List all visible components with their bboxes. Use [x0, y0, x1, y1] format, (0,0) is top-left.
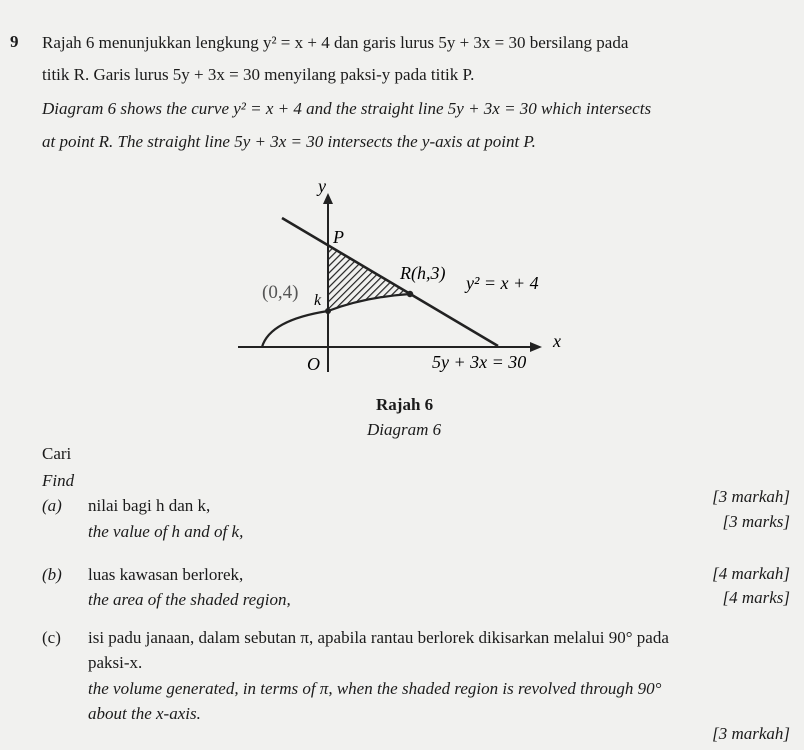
part-c-label: (c): [42, 628, 61, 647]
part-c-marks-malay: [3 markah]: [712, 724, 790, 743]
part-a-malay: nilai bagi h dan k,: [88, 496, 211, 515]
origin-label: O: [307, 354, 320, 374]
question-english-line2: at point R. The straight line 5y + 3x = 30 intersects the y-axis at point P.: [42, 132, 536, 151]
point-r: [407, 291, 413, 297]
part-b-marks-malay: [4 markah]: [712, 564, 790, 583]
point-p-label: P: [333, 227, 344, 247]
caption-malay: Rajah 6: [376, 395, 434, 414]
caption-english: Diagram 6: [367, 420, 442, 439]
part-b-label: (b): [42, 565, 62, 584]
part-a-marks-english: [3 marks]: [722, 512, 790, 531]
part-a-label: (a): [42, 496, 62, 515]
point-r-label: R(h,3): [400, 263, 446, 283]
part-c-english-line1: the volume generated, in terms of π, when the shaded region is revolved through 90°: [88, 679, 662, 698]
part-b-marks-english: [4 marks]: [722, 588, 790, 607]
x-axis-label: x: [553, 331, 561, 351]
part-c-malay-line2: paksi-x.: [88, 653, 143, 672]
handwritten-note: (0,4): [262, 282, 299, 303]
instruction-malay: Cari: [42, 444, 72, 463]
shaded-region: [328, 245, 410, 311]
part-b-malay: luas kawasan berlorek,: [88, 565, 244, 584]
part-a-marks-malay: [3 markah]: [712, 487, 790, 506]
question-number: 9: [10, 32, 19, 51]
k-label: k: [314, 292, 322, 309]
point-k: [325, 308, 331, 314]
curve-label: y² = x + 4: [466, 273, 539, 293]
part-b-english: the area of the shaded region,: [88, 590, 291, 609]
question-malay-line1: Rajah 6 menunjukkan lengkung y² = x + 4 dan garis lurus 5y + 3x = 30 bersilang pada: [42, 33, 629, 52]
x-axis-arrow: [530, 342, 542, 352]
part-c-malay-line1: isi padu janaan, dalam sebutan π, apabila rantau berlorek dikisarkan melalui 90° pada: [88, 628, 669, 647]
y-axis-label: y: [318, 176, 326, 196]
instruction-english: Find: [42, 471, 75, 490]
question-english-line1: Diagram 6 shows the curve y² = x + 4 and the straight line 5y + 3x = 30 which intersects: [42, 99, 652, 118]
question-malay-line2: titik R. Garis lurus 5y + 3x = 30 menyilang paksi-y pada titik P.: [42, 65, 475, 84]
part-a-english: the value of h and of k,: [88, 522, 244, 541]
line-label: 5y + 3x = 30: [432, 352, 527, 372]
part-c-english-line2: about the x-axis.: [88, 704, 201, 723]
